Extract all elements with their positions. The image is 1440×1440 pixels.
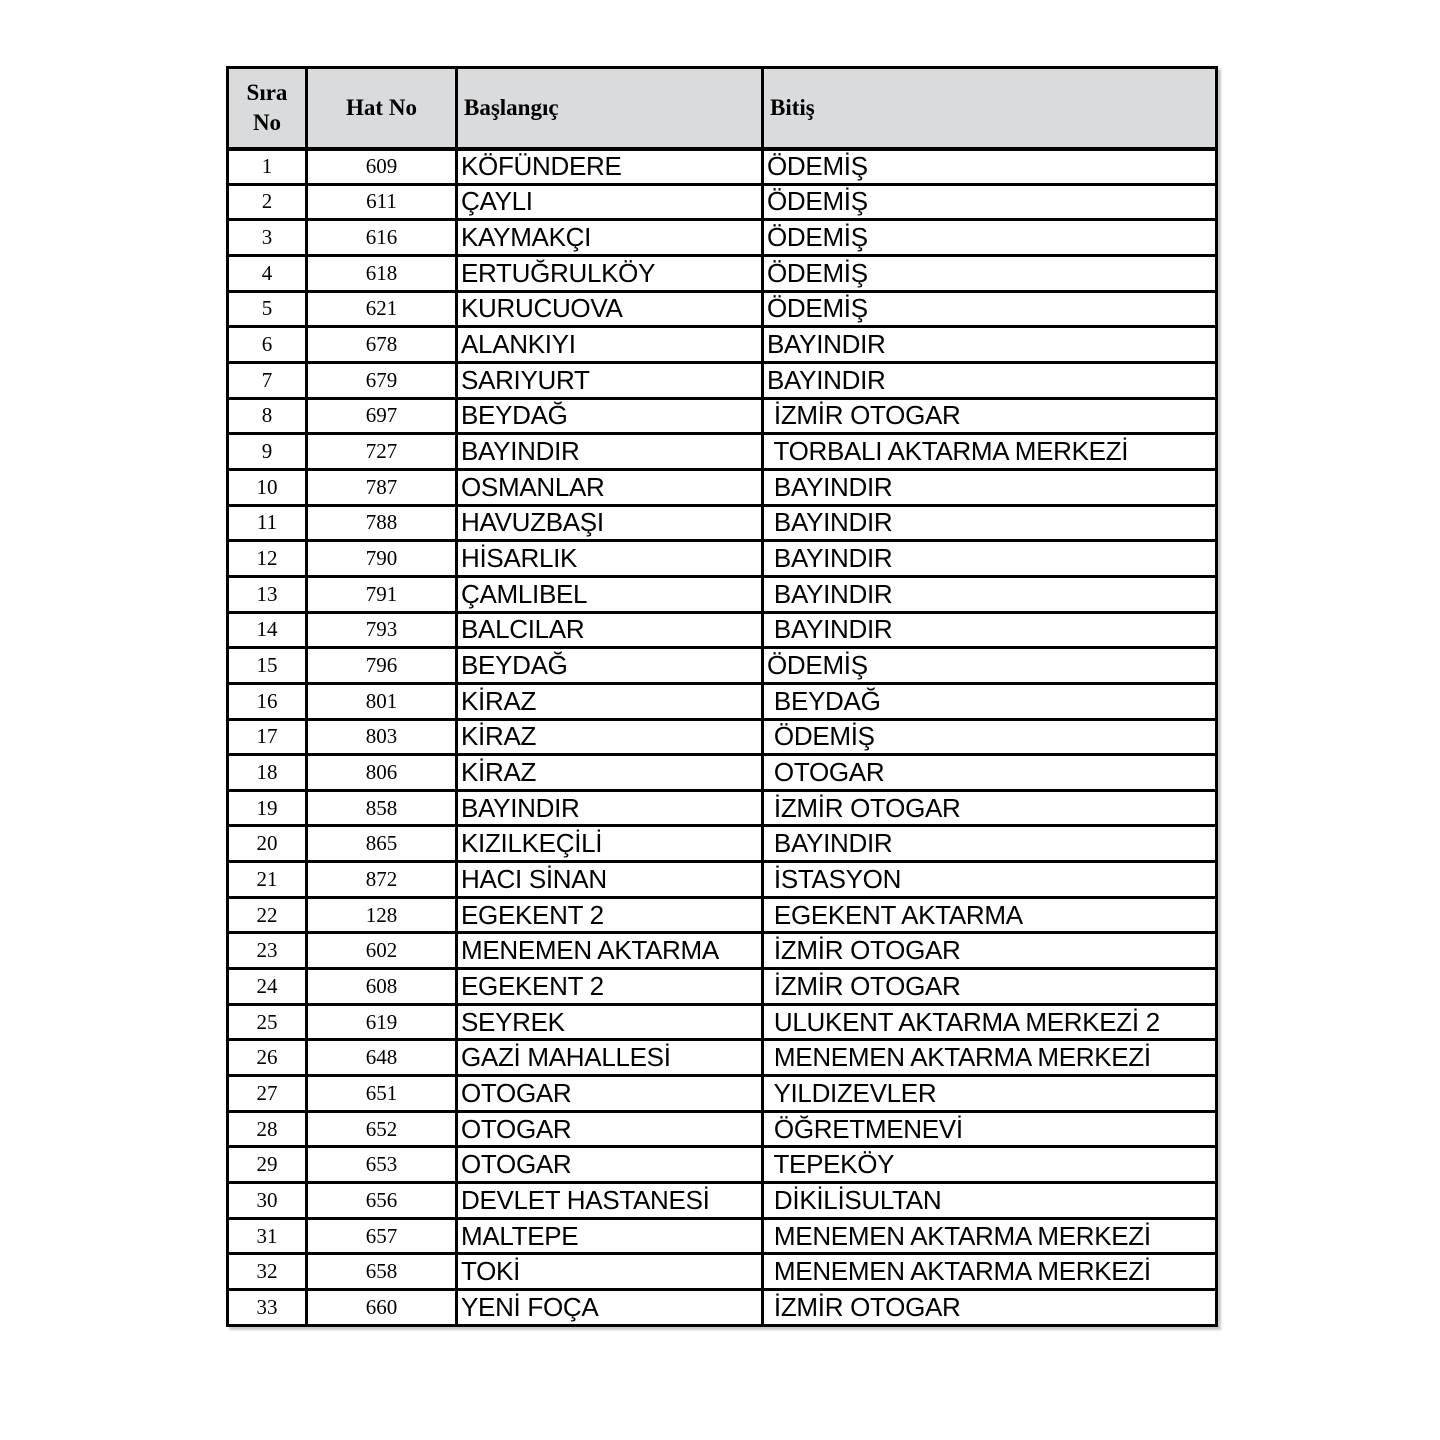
cell-baslangic: KIZILKEÇİLİ [457,826,763,862]
cell-baslangic: KİRAZ [457,683,763,719]
cell-hat-no: 679 [307,362,457,398]
table-row [228,291,1217,327]
cell-sira-no: 13 [228,576,307,612]
table-row [228,505,1217,541]
cell-hat-no: 796 [307,648,457,684]
cell-hat-no: 609 [307,149,457,185]
table-row [228,969,1217,1005]
table-row [228,1147,1217,1183]
cell-baslangic: KURUCUOVA [457,291,763,327]
cell-sira-no: 4 [228,255,307,291]
cell-bitis: EGEKENT AKTARMA [763,897,1217,933]
cell-sira-no: 9 [228,434,307,470]
cell-sira-no: 16 [228,683,307,719]
cell-sira-no: 17 [228,719,307,755]
cell-hat-no: 872 [307,862,457,898]
cell-hat-no: 651 [307,1076,457,1112]
cell-hat-no: 787 [307,469,457,505]
table-row [228,1004,1217,1040]
cell-baslangic: HAVUZBAŞI [457,505,763,541]
cell-sira-no: 18 [228,755,307,791]
cell-bitis: ÖDEMİŞ [763,291,1217,327]
cell-bitis: İSTASYON [763,862,1217,898]
table-row [228,862,1217,898]
cell-bitis: TEPEKÖY [763,1147,1217,1183]
cell-sira-no: 8 [228,398,307,434]
cell-bitis: BAYINDIR [763,612,1217,648]
table-row [228,755,1217,791]
column-header-bitis: Bitiş [763,68,1217,149]
cell-baslangic: YENİ FOÇA [457,1290,763,1326]
table-row [228,826,1217,862]
cell-bitis: BEYDAĞ [763,683,1217,719]
cell-hat-no: 790 [307,541,457,577]
cell-sira-no: 26 [228,1040,307,1076]
cell-baslangic: ALANKIYI [457,327,763,363]
cell-sira-no: 2 [228,184,307,220]
table-row [228,541,1217,577]
cell-hat-no: 803 [307,719,457,755]
table-header [228,68,1217,149]
cell-baslangic: OSMANLAR [457,469,763,505]
cell-hat-no: 697 [307,398,457,434]
cell-bitis: BAYINDIR [763,576,1217,612]
table-row [228,1218,1217,1254]
cell-hat-no: 657 [307,1218,457,1254]
cell-sira-no: 30 [228,1183,307,1219]
cell-hat-no: 653 [307,1147,457,1183]
table-row [228,1183,1217,1219]
column-header-hat-no: Hat No [307,68,457,149]
cell-sira-no: 31 [228,1218,307,1254]
cell-hat-no: 128 [307,897,457,933]
cell-hat-no: 619 [307,1004,457,1040]
cell-hat-no: 788 [307,505,457,541]
cell-baslangic: MALTEPE [457,1218,763,1254]
cell-baslangic: HİSARLIK [457,541,763,577]
cell-sira-no: 1 [228,149,307,185]
cell-sira-no: 33 [228,1290,307,1326]
cell-bitis: BAYINDIR [763,362,1217,398]
cell-sira-no: 20 [228,826,307,862]
cell-bitis: İZMİR OTOGAR [763,933,1217,969]
cell-baslangic: EGEKENT 2 [457,897,763,933]
cell-hat-no: 618 [307,255,457,291]
cell-baslangic: DEVLET HASTANESİ [457,1183,763,1219]
cell-bitis: İZMİR OTOGAR [763,1290,1217,1326]
cell-hat-no: 678 [307,327,457,363]
cell-baslangic: ERTUĞRULKÖY [457,255,763,291]
cell-bitis: ÖDEMİŞ [763,220,1217,256]
table-row [228,648,1217,684]
cell-baslangic: BEYDAĞ [457,648,763,684]
cell-hat-no: 602 [307,933,457,969]
cell-sira-no: 29 [228,1147,307,1183]
cell-bitis: İZMİR OTOGAR [763,790,1217,826]
cell-hat-no: 865 [307,826,457,862]
cell-bitis: BAYINDIR [763,469,1217,505]
table-row [228,327,1217,363]
table-row [228,1076,1217,1112]
cell-bitis: ULUKENT AKTARMA MERKEZİ 2 [763,1004,1217,1040]
cell-bitis: BAYINDIR [763,541,1217,577]
cell-bitis: ÖDEMİŞ [763,255,1217,291]
cell-sira-no: 32 [228,1254,307,1290]
cell-bitis: ÖDEMİŞ [763,719,1217,755]
cell-bitis: BAYINDIR [763,505,1217,541]
bus-routes-table [226,66,1218,1327]
cell-hat-no: 652 [307,1111,457,1147]
table-row [228,434,1217,470]
cell-baslangic: BALCILAR [457,612,763,648]
cell-bitis: TORBALI AKTARMA MERKEZİ [763,434,1217,470]
cell-sira-no: 11 [228,505,307,541]
cell-bitis: ÖDEMİŞ [763,149,1217,185]
cell-sira-no: 22 [228,897,307,933]
table-row [228,576,1217,612]
cell-baslangic: ÇAYLI [457,184,763,220]
cell-hat-no: 616 [307,220,457,256]
table-row [228,149,1217,185]
cell-bitis: MENEMEN AKTARMA MERKEZİ [763,1218,1217,1254]
cell-bitis: İZMİR OTOGAR [763,398,1217,434]
cell-hat-no: 791 [307,576,457,612]
cell-sira-no: 28 [228,1111,307,1147]
cell-bitis: ÖDEMİŞ [763,648,1217,684]
cell-bitis: MENEMEN AKTARMA MERKEZİ [763,1040,1217,1076]
table-row [228,612,1217,648]
cell-sira-no: 25 [228,1004,307,1040]
cell-baslangic: OTOGAR [457,1076,763,1112]
cell-baslangic: BAYINDIR [457,790,763,826]
table-row [228,255,1217,291]
table-row [228,1290,1217,1326]
cell-sira-no: 15 [228,648,307,684]
cell-hat-no: 727 [307,434,457,470]
header-row [228,68,1217,149]
table-row [228,933,1217,969]
cell-baslangic: SARIYURT [457,362,763,398]
cell-bitis: OTOGAR [763,755,1217,791]
cell-baslangic: GAZİ MAHALLESİ [457,1040,763,1076]
cell-sira-no: 23 [228,933,307,969]
table-row [228,398,1217,434]
cell-bitis: YILDIZEVLER [763,1076,1217,1112]
cell-hat-no: 658 [307,1254,457,1290]
cell-sira-no: 12 [228,541,307,577]
cell-baslangic: OTOGAR [457,1111,763,1147]
cell-baslangic: KİRAZ [457,755,763,791]
cell-hat-no: 806 [307,755,457,791]
cell-sira-no: 5 [228,291,307,327]
cell-baslangic: KÖFÜNDERE [457,149,763,185]
cell-bitis: MENEMEN AKTARMA MERKEZİ [763,1254,1217,1290]
cell-sira-no: 14 [228,612,307,648]
table-row [228,1040,1217,1076]
cell-sira-no: 10 [228,469,307,505]
cell-baslangic: OTOGAR [457,1147,763,1183]
table-row [228,1111,1217,1147]
table-row [228,790,1217,826]
cell-sira-no: 21 [228,862,307,898]
cell-hat-no: 656 [307,1183,457,1219]
cell-hat-no: 801 [307,683,457,719]
cell-bitis: BAYINDIR [763,327,1217,363]
cell-sira-no: 6 [228,327,307,363]
cell-bitis: ÖDEMİŞ [763,184,1217,220]
table-row [228,683,1217,719]
cell-sira-no: 19 [228,790,307,826]
cell-baslangic: BEYDAĞ [457,398,763,434]
cell-baslangic: EGEKENT 2 [457,969,763,1005]
cell-hat-no: 793 [307,612,457,648]
cell-hat-no: 608 [307,969,457,1005]
cell-baslangic: KAYMAKÇI [457,220,763,256]
cell-sira-no: 7 [228,362,307,398]
cell-hat-no: 621 [307,291,457,327]
cell-hat-no: 858 [307,790,457,826]
table-row [228,184,1217,220]
cell-hat-no: 611 [307,184,457,220]
table-row [228,1254,1217,1290]
cell-sira-no: 3 [228,220,307,256]
cell-baslangic: TOKİ [457,1254,763,1290]
table-row [228,719,1217,755]
table-row [228,897,1217,933]
cell-baslangic: HACI SİNAN [457,862,763,898]
cell-sira-no: 24 [228,969,307,1005]
cell-hat-no: 660 [307,1290,457,1326]
cell-bitis: ÖĞRETMENEVİ [763,1111,1217,1147]
cell-hat-no: 648 [307,1040,457,1076]
table-row [228,220,1217,256]
table-row [228,362,1217,398]
cell-bitis: BAYINDIR [763,826,1217,862]
document-page [226,66,1218,1327]
cell-sira-no: 27 [228,1076,307,1112]
table-body [228,149,1217,1326]
cell-baslangic: MENEMEN AKTARMA [457,933,763,969]
column-header-baslangic: Başlangıç [457,68,763,149]
column-header-sira-no: Sıra No [228,68,307,149]
cell-baslangic: ÇAMLIBEL [457,576,763,612]
cell-bitis: İZMİR OTOGAR [763,969,1217,1005]
cell-bitis: DİKİLİSULTAN [763,1183,1217,1219]
cell-baslangic: KİRAZ [457,719,763,755]
cell-baslangic: SEYREK [457,1004,763,1040]
table-row [228,469,1217,505]
cell-baslangic: BAYINDIR [457,434,763,470]
